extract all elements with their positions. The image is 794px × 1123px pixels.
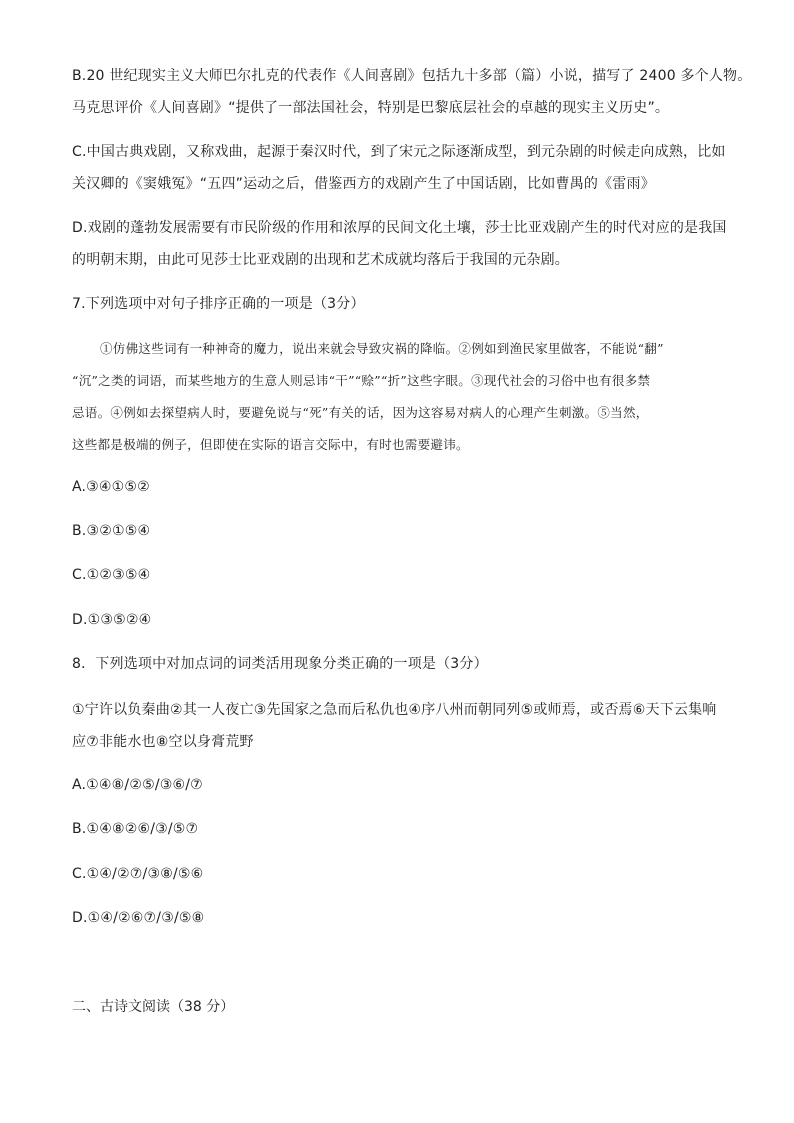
question-8-line-1: ①宁许以负秦曲②其一人夜亡③先国家之急而后私仇也④序八州而朝同列⑤或师焉，或否焉⑥天下云集响 [72,702,717,718]
question-8-option-a: A.①④⑧/②⑤/③⑥/⑦ [72,777,203,793]
question-8-stem: 8．下列选项中对加点词的词类活用现象分类正确的一项是（3分） [72,656,488,672]
question-7-option-d: D.①③⑤②④ [72,612,152,628]
option-c-line-2: 关汉卿的《窦娥冤》“五四”运动之后，借鉴西方的戏剧产生了中国话剧，比如曹禺的《雷雨》 [72,176,655,192]
option-b-line-1: B.20 世纪现实主义大师巴尔扎克的代表作《人间喜剧》包括九十多部（篇）小说，描写了 2400 多个人物。 [72,68,752,84]
question-8-option-c: C.①④/②⑦/③⑧/⑤⑥ [72,866,204,882]
question-7-stem: 7.下列选项中对句子排序正确的一项是（3分） [72,296,365,312]
question-8-line-2: 应⑦非能水也⑧空以身膏荒野 [72,734,254,750]
option-d-line-2: 的明朝末期，由此可见莎士比亚戏剧的出现和艺术成就均落后于我国的元杂剧。 [72,252,569,268]
question-7-option-a: A.③④①⑤② [72,479,150,495]
question-7-passage-line-2: “沉”之类的词语，而某些地方的生意人则忌讳“干”“赊”“折”这些字眼。③现代社会的习俗中也有很多禁 [72,373,651,388]
option-b-line-2: 马克思评价《人间喜剧》“提供了一部法国社会，特别是巴黎底层社会的卓越的现实主义历史”。 [72,100,670,116]
option-d-line-1: D.戏剧的蓬勃发展需要有市民阶级的作用和浓厚的民间文化土壤，莎士比亚戏剧产生的时代对应的是我国 [72,220,727,236]
question-7-passage-line-4: 这些都是极端的例子，但即使在实际的语言交际中，有时也需要避讳。 [72,437,469,452]
question-8-option-b: B.①④⑧②⑥/③/⑤⑦ [72,821,199,837]
question-7-passage-line-3: 忌语。④例如去探望病人时，要避免说与“死”有关的话，因为这容易对病人的心理产生刺激。⑤当然， [72,405,649,420]
question-7-passage-line-1: ①仿佛这些词有一种神奇的魔力，说出来就会导致灾祸的降临。②例如到渔民家里做客，不能说“翻” [100,341,664,356]
question-7-option-b: B.③②①⑤④ [72,523,151,539]
question-7-option-c: C.①②③⑤④ [72,567,151,583]
option-c-line-1: C.中国古典戏剧，又称戏曲，起源于秦汉时代，到了宋元之际逐渐成型，到元杂剧的时候走向成熟，比如 [72,144,726,160]
section-2-title: 二、古诗文阅读（38 分） [72,999,235,1015]
question-8-option-d: D.①④/②⑥⑦/③/⑤⑧ [72,910,205,926]
